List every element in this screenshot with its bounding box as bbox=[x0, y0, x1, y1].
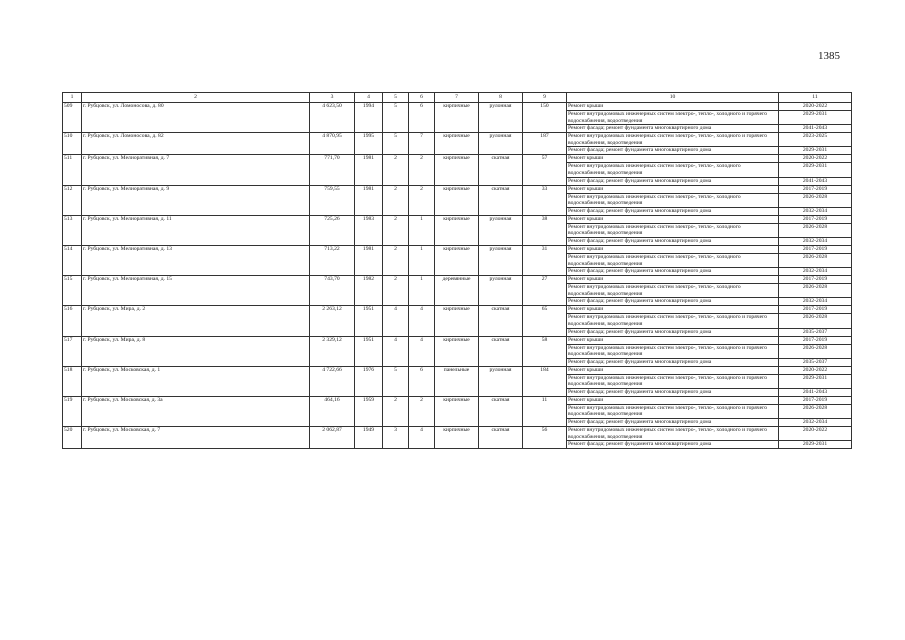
resident-count: 150 bbox=[523, 103, 567, 133]
build-year: 1951 bbox=[355, 336, 383, 366]
house-area: 713,22 bbox=[310, 245, 355, 275]
repair-period: 2032-2034 bbox=[779, 268, 852, 276]
wall-material: кирпичные bbox=[435, 215, 479, 245]
roof-type: скатная bbox=[479, 306, 523, 336]
entrance-count: 1 bbox=[409, 215, 435, 245]
house-number: 515 bbox=[63, 276, 82, 306]
roof-type: рулонная bbox=[479, 215, 523, 245]
house-area: 4 870,95 bbox=[310, 133, 355, 155]
house-area: 771,70 bbox=[310, 155, 355, 185]
wall-material: кирпичные bbox=[435, 336, 479, 366]
table-row bbox=[63, 396, 852, 404]
build-year: 1983 bbox=[355, 215, 383, 245]
repair-work: Ремонт фасада; ремонт фундамента многоквартирного дома bbox=[567, 237, 779, 245]
house-area: 2 062,87 bbox=[310, 427, 355, 449]
repair-period: 2035-2037 bbox=[779, 358, 852, 366]
resident-count: 56 bbox=[523, 427, 567, 449]
repair-period: 2029-2031 bbox=[779, 441, 852, 449]
repair-work: Ремонт внутридомовых инженерных систем электро-, тепло-, холодного и горячего водоснабжения, водоотведения bbox=[567, 404, 779, 418]
repair-work: Ремонт внутридомовых инженерных систем электро-, тепло-, холодного водоснабжения, водоотведения bbox=[567, 193, 779, 207]
house-area: 4 623,50 bbox=[310, 103, 355, 133]
repair-period: 2032-2034 bbox=[779, 207, 852, 215]
floor-count: 5 bbox=[383, 103, 409, 133]
repair-period: 2035-2037 bbox=[779, 328, 852, 336]
wall-material: кирпичные bbox=[435, 396, 479, 426]
house-address: г. Рубцовск, ул. Ломоносова, д. 82 bbox=[82, 133, 310, 155]
repair-period: 2026-2028 bbox=[779, 314, 852, 328]
floor-count: 5 bbox=[383, 133, 409, 155]
entrance-count: 6 bbox=[409, 366, 435, 396]
resident-count: 27 bbox=[523, 276, 567, 306]
house-number: 509 bbox=[63, 103, 82, 133]
roof-type: рулонная bbox=[479, 103, 523, 133]
resident-count: 184 bbox=[523, 366, 567, 396]
house-number: 511 bbox=[63, 155, 82, 185]
floor-count: 2 bbox=[383, 215, 409, 245]
repair-work: Ремонт фасада; ремонт фундамента многоквартирного дома bbox=[567, 125, 779, 133]
entrance-count: 2 bbox=[409, 155, 435, 185]
floor-count: 2 bbox=[383, 185, 409, 215]
repair-period: 2026-2028 bbox=[779, 193, 852, 207]
resident-count: 38 bbox=[523, 215, 567, 245]
roof-type: рулонная bbox=[479, 245, 523, 275]
build-year: 1981 bbox=[355, 245, 383, 275]
repair-work: Ремонт внутридомовых инженерных систем электро-, тепло-, холодного и горячего водоснабжения, водоотведения bbox=[567, 374, 779, 388]
roof-type: скатная bbox=[479, 155, 523, 185]
build-year: 1976 bbox=[355, 366, 383, 396]
resident-count: 57 bbox=[523, 155, 567, 185]
table-row bbox=[63, 427, 852, 441]
floor-count: 3 bbox=[383, 427, 409, 449]
house-number: 520 bbox=[63, 427, 82, 449]
repair-period: 2041-2043 bbox=[779, 177, 852, 185]
house-address: г. Рубцовск, ул. Мелиоративная, д. 9 bbox=[82, 185, 310, 215]
house-address: г. Рубцовск, ул. Мелиоративная, д. 13 bbox=[82, 245, 310, 275]
repair-work: Ремонт крыши bbox=[567, 103, 779, 111]
column-header: 4 bbox=[355, 93, 383, 103]
floor-count: 2 bbox=[383, 276, 409, 306]
house-address: г. Рубцовск, ул. Ломоносова, д. 80 bbox=[82, 103, 310, 133]
table-row bbox=[63, 155, 852, 163]
repair-period: 2029-2031 bbox=[779, 374, 852, 388]
entrance-count: 2 bbox=[409, 396, 435, 426]
house-number: 516 bbox=[63, 306, 82, 336]
repair-period: 2029-2031 bbox=[779, 163, 852, 177]
build-year: 1982 bbox=[355, 276, 383, 306]
resident-count: 11 bbox=[523, 396, 567, 426]
repair-work: Ремонт внутридомовых инженерных систем электро-, тепло-, холодного водоснабжения, водоотведения bbox=[567, 253, 779, 267]
header-row bbox=[63, 93, 852, 103]
repair-period: 2017-2019 bbox=[779, 396, 852, 404]
repair-period: 2041-2043 bbox=[779, 388, 852, 396]
repair-period: 2029-2031 bbox=[779, 147, 852, 155]
table-row bbox=[63, 276, 852, 284]
floor-count: 5 bbox=[383, 366, 409, 396]
wall-material: кирпичные bbox=[435, 133, 479, 155]
house-address: г. Рубцовск, ул. Мелиоративная, д. 11 bbox=[82, 215, 310, 245]
wall-material: деревянные bbox=[435, 276, 479, 306]
house-area: 464,16 bbox=[310, 396, 355, 426]
repair-work: Ремонт крыши bbox=[567, 396, 779, 404]
house-address: г. Рубцовск, ул. Мира, д. 8 bbox=[82, 336, 310, 366]
repair-work: Ремонт фасада; ремонт фундамента многоквартирного дома bbox=[567, 147, 779, 155]
page-number: 1385 bbox=[818, 50, 840, 62]
repair-period: 2032-2034 bbox=[779, 419, 852, 427]
repair-work: Ремонт внутридомовых инженерных систем электро-, тепло-, холодного и горячего водоснабжения, водоотведения bbox=[567, 314, 779, 328]
repair-work: Ремонт фасада; ремонт фундамента многоквартирного дома bbox=[567, 298, 779, 306]
repair-period: 2026-2028 bbox=[779, 404, 852, 418]
roof-type: рулонная bbox=[479, 366, 523, 396]
entrance-count: 4 bbox=[409, 306, 435, 336]
column-header: 8 bbox=[479, 93, 523, 103]
house-address: г. Рубцовск, ул. Мелиоративная, д. 7 bbox=[82, 155, 310, 185]
repair-work: Ремонт внутридомовых инженерных систем электро-, тепло-, холодного и горячего водоснабжения, водоотведения bbox=[567, 111, 779, 125]
column-header: 10 bbox=[567, 93, 779, 103]
floor-count: 2 bbox=[383, 245, 409, 275]
entrance-count: 1 bbox=[409, 276, 435, 306]
repair-period: 2017-2019 bbox=[779, 185, 852, 193]
house-number: 514 bbox=[63, 245, 82, 275]
column-header: 6 bbox=[409, 93, 435, 103]
housing-register-table bbox=[62, 92, 852, 449]
entrance-count: 7 bbox=[409, 133, 435, 155]
table-row bbox=[63, 245, 852, 253]
wall-material: кирпичные bbox=[435, 103, 479, 133]
repair-period: 2023-2025 bbox=[779, 133, 852, 147]
roof-type: скатная bbox=[479, 185, 523, 215]
repair-period: 2020-2022 bbox=[779, 103, 852, 111]
repair-work: Ремонт крыши bbox=[567, 215, 779, 223]
repair-period: 2017-2019 bbox=[779, 276, 852, 284]
build-year: 1959 bbox=[355, 396, 383, 426]
repair-period: 2017-2019 bbox=[779, 215, 852, 223]
house-address: г. Рубцовск, ул. Мира, д. 2 bbox=[82, 306, 310, 336]
floor-count: 4 bbox=[383, 336, 409, 366]
repair-period: 2017-2019 bbox=[779, 306, 852, 314]
repair-work: Ремонт фасада; ремонт фундамента многоквартирного дома bbox=[567, 177, 779, 185]
repair-period: 2026-2028 bbox=[779, 253, 852, 267]
wall-material: кирпичные bbox=[435, 245, 479, 275]
repair-work: Ремонт фасада; ремонт фундамента многоквартирного дома bbox=[567, 388, 779, 396]
repair-period: 2032-2034 bbox=[779, 237, 852, 245]
repair-work: Ремонт фасада; ремонт фундамента многоквартирного дома bbox=[567, 419, 779, 427]
repair-work: Ремонт крыши bbox=[567, 185, 779, 193]
repair-work: Ремонт крыши bbox=[567, 155, 779, 163]
roof-type: рулонная bbox=[479, 133, 523, 155]
repair-period: 2017-2019 bbox=[779, 336, 852, 344]
repair-work: Ремонт крыши bbox=[567, 366, 779, 374]
floor-count: 2 bbox=[383, 155, 409, 185]
entrance-count: 4 bbox=[409, 336, 435, 366]
house-address: г. Рубцовск, ул. Московская, д. 7 bbox=[82, 427, 310, 449]
column-header: 7 bbox=[435, 93, 479, 103]
resident-count: 58 bbox=[523, 336, 567, 366]
repair-work: Ремонт крыши bbox=[567, 276, 779, 284]
wall-material: кирпичные bbox=[435, 185, 479, 215]
house-number: 513 bbox=[63, 215, 82, 245]
table-row bbox=[63, 133, 852, 147]
repair-period: 2032-2034 bbox=[779, 298, 852, 306]
repair-work: Ремонт крыши bbox=[567, 245, 779, 253]
house-number: 517 bbox=[63, 336, 82, 366]
house-address: г. Рубцовск, ул. Московская, д. 1 bbox=[82, 366, 310, 396]
build-year: 1981 bbox=[355, 155, 383, 185]
repair-work: Ремонт фасада; ремонт фундамента многоквартирного дома bbox=[567, 441, 779, 449]
repair-period: 2029-2031 bbox=[779, 111, 852, 125]
repair-work: Ремонт внутридомовых инженерных систем электро-, тепло-, холодного и горячего водоснабжения, водоотведения bbox=[567, 344, 779, 358]
house-address: г. Рубцовск, ул. Мелиоративная, д. 15 bbox=[82, 276, 310, 306]
column-header: 5 bbox=[383, 93, 409, 103]
repair-work: Ремонт внутридомовых инженерных систем электро-, тепло-, холодного и горячего водоснабжения, водоотведения bbox=[567, 427, 779, 441]
repair-period: 2041-2043 bbox=[779, 125, 852, 133]
entrance-count: 6 bbox=[409, 103, 435, 133]
entrance-count: 1 bbox=[409, 245, 435, 275]
wall-material: панельные bbox=[435, 366, 479, 396]
column-header: 1 bbox=[63, 93, 82, 103]
column-header: 2 bbox=[82, 93, 310, 103]
table-row bbox=[63, 306, 852, 314]
table-row bbox=[63, 336, 852, 344]
build-year: 1949 bbox=[355, 427, 383, 449]
resident-count: 31 bbox=[523, 245, 567, 275]
repair-work: Ремонт внутридомовых инженерных систем электро-, тепло-, холодного и горячего водоснабжения, водоотведения bbox=[567, 133, 779, 147]
house-number: 512 bbox=[63, 185, 82, 215]
table-row bbox=[63, 215, 852, 223]
column-header: 11 bbox=[779, 93, 852, 103]
roof-type: рулонная bbox=[479, 276, 523, 306]
repair-work: Ремонт фасада; ремонт фундамента многоквартирного дома bbox=[567, 207, 779, 215]
house-area: 2 329,12 bbox=[310, 336, 355, 366]
house-address: г. Рубцовск, ул. Московская, д. 3а bbox=[82, 396, 310, 426]
house-area: 2 263,12 bbox=[310, 306, 355, 336]
repair-work: Ремонт фасада; ремонт фундамента многоквартирного дома bbox=[567, 358, 779, 366]
repair-work: Ремонт крыши bbox=[567, 306, 779, 314]
repair-period: 2026-2028 bbox=[779, 223, 852, 237]
repair-period: 2020-2022 bbox=[779, 427, 852, 441]
entrance-count: 2 bbox=[409, 185, 435, 215]
house-area: 759,55 bbox=[310, 185, 355, 215]
house-number: 519 bbox=[63, 396, 82, 426]
repair-work: Ремонт крыши bbox=[567, 336, 779, 344]
column-header: 9 bbox=[523, 93, 567, 103]
resident-count: 65 bbox=[523, 306, 567, 336]
roof-type: скатная bbox=[479, 336, 523, 366]
table-row bbox=[63, 366, 852, 374]
repair-work: Ремонт фасада; ремонт фундамента многоквартирного дома bbox=[567, 328, 779, 336]
build-year: 1981 bbox=[355, 185, 383, 215]
wall-material: кирпичные bbox=[435, 306, 479, 336]
house-number: 518 bbox=[63, 366, 82, 396]
repair-work: Ремонт внутридомовых инженерных систем электро-, тепло-, холодного водоснабжения, водоотведения bbox=[567, 284, 779, 298]
roof-type: скатная bbox=[479, 396, 523, 426]
column-header: 3 bbox=[310, 93, 355, 103]
repair-work: Ремонт внутридомовых инженерных систем электро-, тепло-, холодного водоснабжения, водоотведения bbox=[567, 223, 779, 237]
repair-work: Ремонт внутридомовых инженерных систем электро-, тепло-, холодного водоснабжения, водоотведения bbox=[567, 163, 779, 177]
wall-material: кирпичные bbox=[435, 427, 479, 449]
repair-period: 2020-2022 bbox=[779, 366, 852, 374]
repair-period: 2020-2022 bbox=[779, 155, 852, 163]
house-area: 4 722,66 bbox=[310, 366, 355, 396]
build-year: 1951 bbox=[355, 306, 383, 336]
floor-count: 2 bbox=[383, 396, 409, 426]
resident-count: 187 bbox=[523, 133, 567, 155]
build-year: 1994 bbox=[355, 103, 383, 133]
table-row bbox=[63, 185, 852, 193]
repair-period: 2017-2019 bbox=[779, 245, 852, 253]
repair-period: 2026-2028 bbox=[779, 344, 852, 358]
roof-type: скатная bbox=[479, 427, 523, 449]
repair-work: Ремонт фасада; ремонт фундамента многоквартирного дома bbox=[567, 268, 779, 276]
house-area: 743,70 bbox=[310, 276, 355, 306]
table-row bbox=[63, 103, 852, 111]
wall-material: кирпичные bbox=[435, 155, 479, 185]
house-area: 725,26 bbox=[310, 215, 355, 245]
floor-count: 4 bbox=[383, 306, 409, 336]
house-number: 510 bbox=[63, 133, 82, 155]
entrance-count: 4 bbox=[409, 427, 435, 449]
resident-count: 33 bbox=[523, 185, 567, 215]
build-year: 1995 bbox=[355, 133, 383, 155]
repair-period: 2026-2028 bbox=[779, 284, 852, 298]
